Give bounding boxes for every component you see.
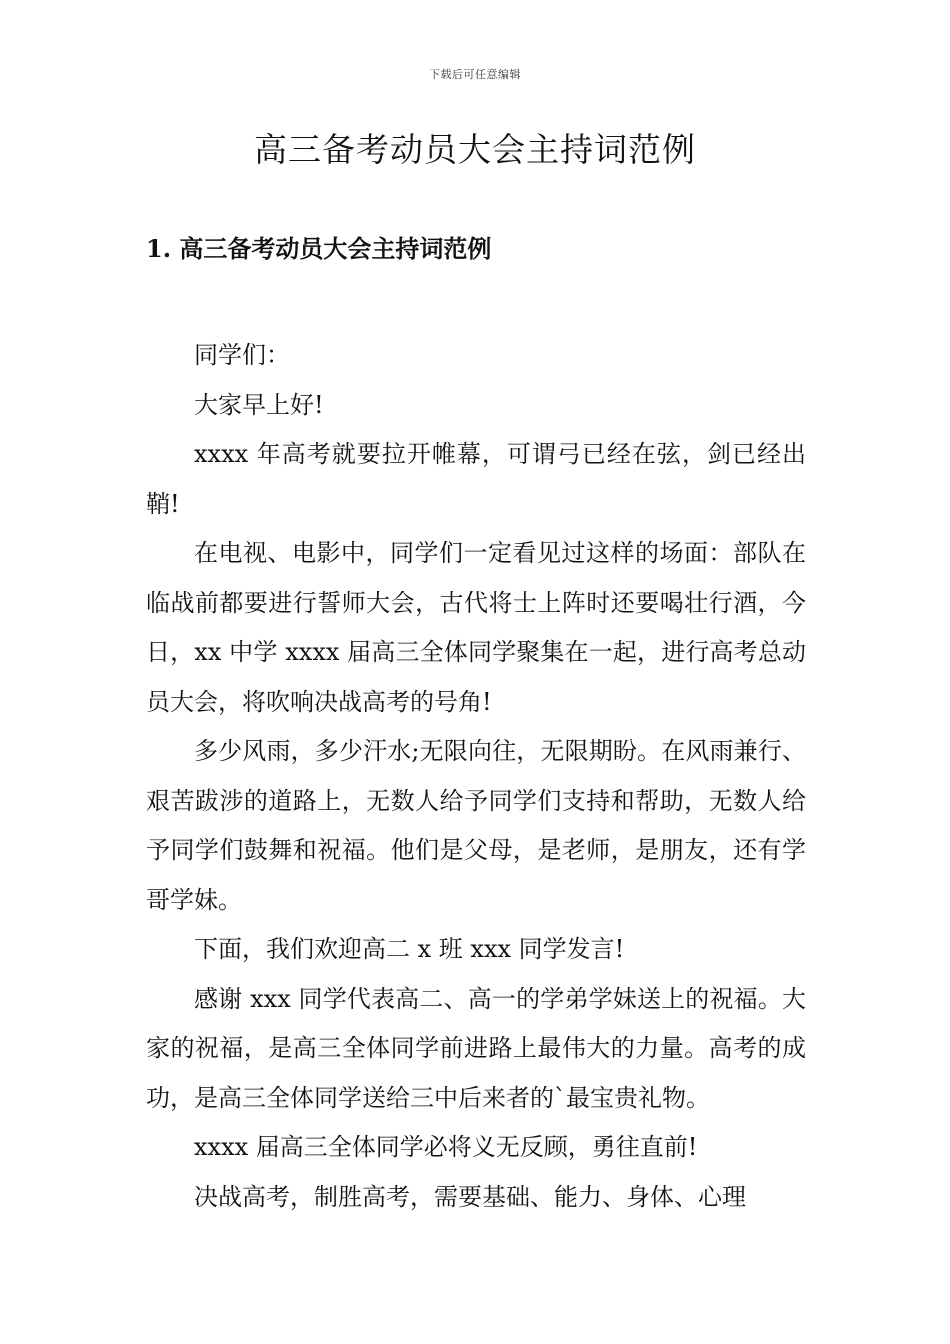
document-body [146,331,806,1222]
paragraph: 下面，我们欢迎高二 x 班 xxx 同学发言! [194,935,625,963]
paragraph: 多少风雨，多少汗水;无限向往，无限期盼。在风雨兼行、艰苦跋涉的道路上，无数人给予同学们支持和帮助，无数人给予同学们鼓舞和祝福。他们是父母，是老师，是朋友，还有学哥学妹。 [146,737,806,914]
paragraph: 在电视、电影中，同学们一定看见过这样的场面：部队在临战前都要进行誓师大会，古代将士上阵时还要喝壮行酒，今日，xx 中学 xxxx 届高三全体同学聚集在一起，进行高考总动员大会，将吹响决战高考的号角! [146,539,806,716]
header-note: 下载后可任意编辑 [429,68,521,81]
paragraph: 决战高考，制胜高考，需要基础、能力、身体、心理 [194,1182,746,1211]
paragraph: xxxx 届高三全体同学必将义无反顾，勇往直前! [194,1133,698,1161]
paragraph-morning: 大家早上好! [194,390,324,419]
paragraph: xxxx 年高考就要拉开帷幕，可谓弓已经在弦，剑已经出鞘! [146,440,806,518]
paragraph-greeting: 同学们： [194,341,290,369]
section-heading: 1. 高三备考动员大会主持词范例 [146,234,492,263]
paragraph: 感谢 xxx 同学代表高二、高一的学弟学妹送上的祝福。大家的祝福，是高三全体同学前进路上最伟大的力量。高考的成功，是高三全体同学送给三中后来者的`最宝贵礼物。 [146,984,806,1112]
page-title: 高三备考动员大会主持词范例 [254,130,696,169]
